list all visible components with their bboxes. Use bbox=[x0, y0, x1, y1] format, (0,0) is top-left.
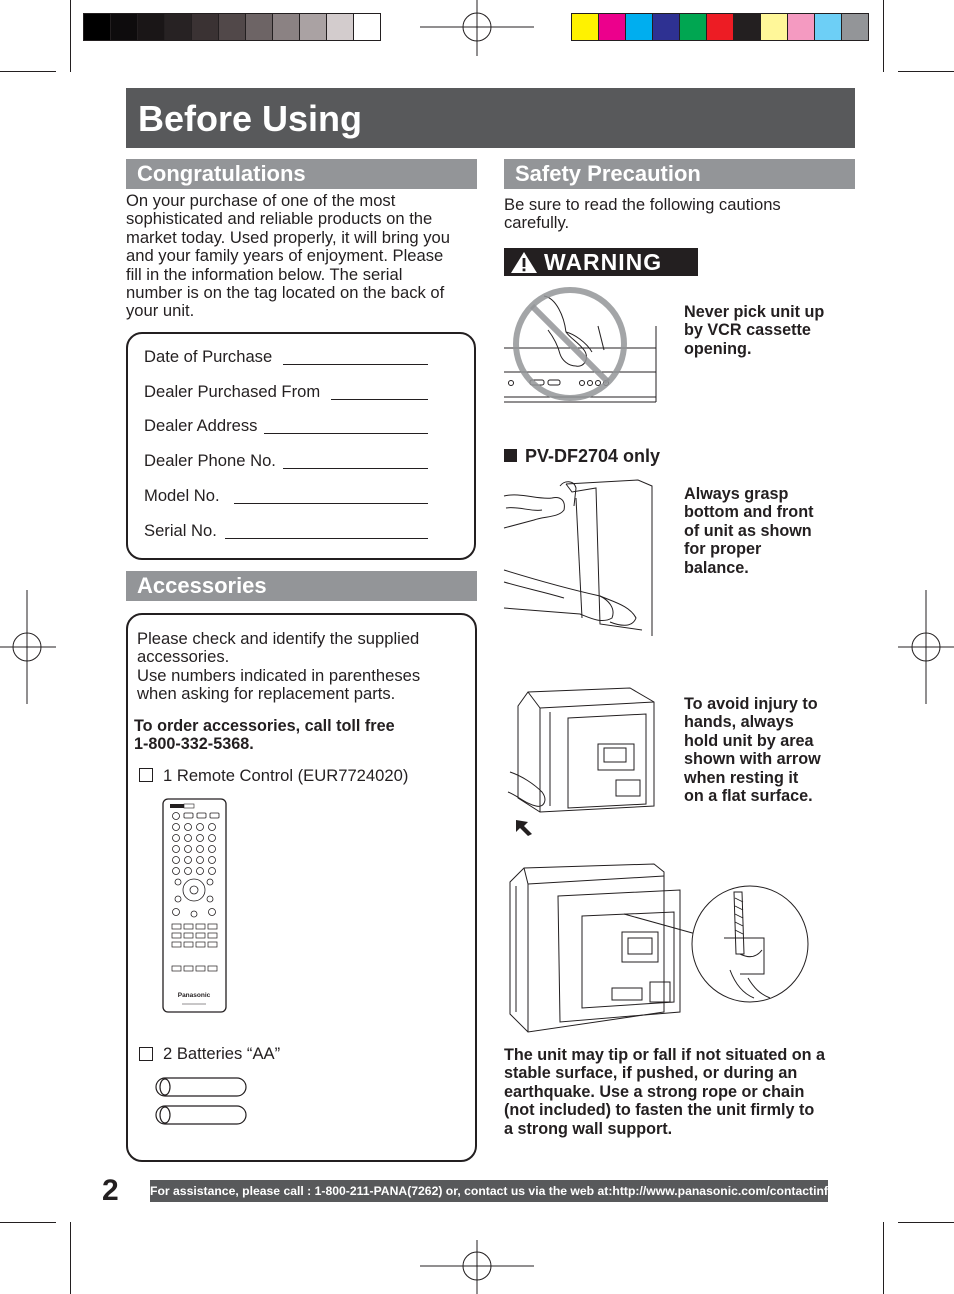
crop-mark bbox=[883, 1222, 884, 1294]
dealer-address-label: Dealer Address bbox=[144, 416, 258, 435]
order-accessories-note: To order accessories, call toll free 1-800-332-5368. bbox=[134, 717, 395, 754]
crop-mark bbox=[0, 71, 56, 72]
color-swatch bbox=[191, 13, 219, 41]
remote-control-illustration bbox=[162, 798, 228, 1014]
color-swatch bbox=[245, 13, 273, 41]
registration-target-icon bbox=[898, 590, 954, 704]
remote-control-checkbox[interactable] bbox=[139, 768, 153, 782]
remote-control-item: 1 Remote Control (EUR7724020) bbox=[163, 766, 409, 785]
accessories-heading: Accessories bbox=[126, 571, 477, 601]
dealer-phone-label: Dealer Phone No. bbox=[144, 451, 276, 470]
dealer-phone-line bbox=[283, 468, 428, 469]
crop-mark bbox=[898, 71, 954, 72]
congratulations-intro: On your purchase of one of the most sophisticated and reliable products on the market today. Used properly, it will bring you and your family years of enjoyment. Please fill in the information below. The serial number is on the tag located on the back of your unit. bbox=[126, 191, 451, 321]
dealer-address-line bbox=[264, 433, 428, 434]
color-swatch bbox=[137, 13, 165, 41]
color-swatch bbox=[706, 13, 734, 41]
no-lift-by-cassette-illustration bbox=[504, 286, 660, 408]
strap-to-wall-illustration bbox=[504, 862, 814, 1034]
registration-target-icon bbox=[0, 590, 56, 704]
dealer-purchased-from-label: Dealer Purchased From bbox=[144, 382, 321, 401]
color-swatch bbox=[625, 13, 653, 41]
color-swatch bbox=[83, 13, 111, 41]
warning-label: WARNING bbox=[544, 249, 663, 275]
accessories-intro: Please check and identify the supplied accessories. Use numbers indicated in parentheses when asking for replacement parts. bbox=[137, 629, 421, 704]
registration-target-icon bbox=[420, 0, 534, 56]
color-swatch bbox=[164, 13, 192, 41]
color-swatch bbox=[598, 13, 626, 41]
caution-cassette-text: Never pick unit up by VCR cassette opening. bbox=[684, 303, 825, 358]
crop-mark bbox=[898, 1222, 954, 1223]
crop-mark bbox=[0, 1222, 56, 1223]
registration-target-icon bbox=[420, 1240, 534, 1294]
color-swatch bbox=[814, 13, 842, 41]
color-swatch bbox=[841, 13, 869, 41]
date-of-purchase-label: Date of Purchase bbox=[144, 347, 273, 366]
remote-brand-label: Panasonic bbox=[177, 992, 211, 999]
safety-heading: Safety Precaution bbox=[504, 159, 855, 189]
model-no-label: Model No. bbox=[144, 486, 220, 505]
color-swatch bbox=[272, 13, 300, 41]
crop-mark bbox=[70, 0, 71, 72]
caution-grasp-text: Always grasp bottom and front of unit as shown for proper balance. bbox=[684, 485, 814, 577]
warning-triangle-icon bbox=[510, 251, 538, 274]
batteries-checkbox[interactable] bbox=[139, 1047, 153, 1061]
color-swatch bbox=[679, 13, 707, 41]
caution-hold-text: To avoid injury to hands, always hold unit by area shown with arrow when resting it on a flat surface. bbox=[684, 695, 821, 806]
color-swatch bbox=[218, 13, 246, 41]
color-swatch bbox=[110, 13, 138, 41]
color-swatch bbox=[787, 13, 815, 41]
color-swatch bbox=[326, 13, 354, 41]
color-swatch bbox=[571, 13, 599, 41]
model-note: PV-DF2704 only bbox=[504, 446, 660, 467]
model-no-line bbox=[234, 503, 428, 504]
color-swatch bbox=[733, 13, 761, 41]
crop-mark bbox=[883, 0, 884, 72]
color-swatch bbox=[299, 13, 327, 41]
tip-over-warning-text: The unit may tip or fall if not situated on a stable surface, if pushed, or during an earthquake. Use a strong rope or chain (not included) to fasten the unit firmly to a strong wall support. bbox=[504, 1046, 826, 1138]
page-title: Before Using bbox=[126, 88, 855, 148]
aa-batteries-illustration bbox=[154, 1076, 250, 1128]
dealer-purchased-from-line bbox=[331, 399, 428, 400]
crop-mark bbox=[70, 1222, 71, 1294]
square-bullet-icon bbox=[504, 449, 517, 462]
grasp-unit-illustration bbox=[504, 478, 656, 640]
date-of-purchase-line bbox=[283, 364, 428, 365]
assistance-footer: For assistance, please call : 1-800-211-PANA(7262) or, contact us via the web at:http://www.panasonic.com/contactinfo bbox=[150, 1180, 828, 1202]
hold-unit-illustration bbox=[504, 688, 664, 836]
serial-no-label: Serial No. bbox=[144, 521, 217, 540]
warning-badge bbox=[504, 248, 698, 276]
safety-intro: Be sure to read the following cautions carefully. bbox=[504, 195, 781, 233]
page-number: 2 bbox=[102, 1174, 119, 1207]
serial-no-line bbox=[225, 538, 428, 539]
color-swatch bbox=[760, 13, 788, 41]
batteries-item: 2 Batteries “AA” bbox=[163, 1044, 281, 1063]
color-swatch bbox=[652, 13, 680, 41]
color-swatch bbox=[353, 13, 381, 41]
congratulations-heading: Congratulations bbox=[126, 159, 477, 189]
